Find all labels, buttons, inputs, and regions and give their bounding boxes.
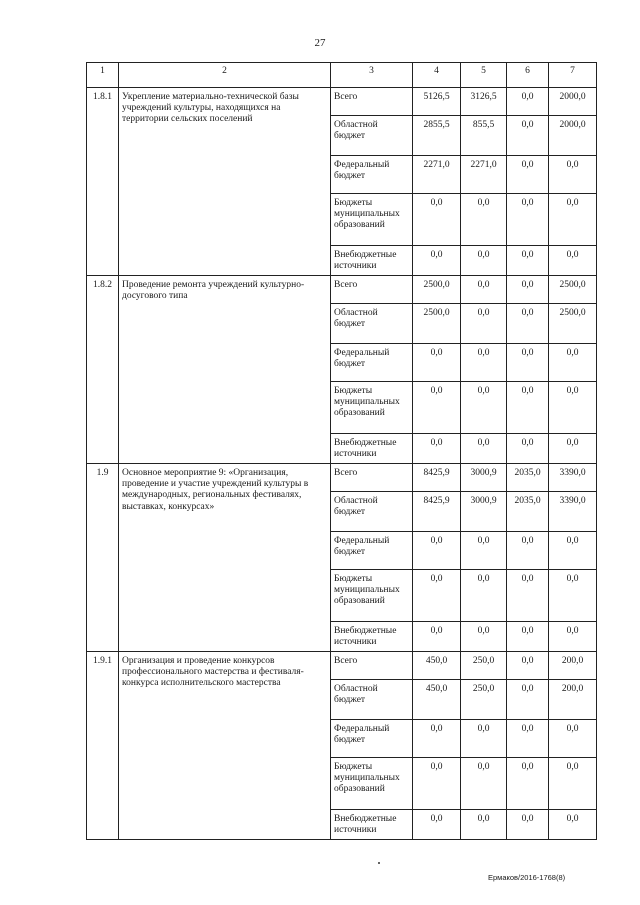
funding-source: Внебюджетные источники [331,810,413,840]
amount-v5: 0,0 [461,434,507,464]
funding-source: Областной бюджет [331,304,413,344]
column-header-2: 2 [119,63,331,88]
funding-source: Всего [331,652,413,680]
amount-v6: 0,0 [507,680,549,720]
amount-v6: 0,0 [507,622,549,652]
document-footer-code: Ермаков/2016-1768(8) [488,873,566,882]
budget-table [86,62,597,840]
amount-v4: 2855,5 [413,116,461,156]
amount-v4: 450,0 [413,680,461,720]
amount-v4: 0,0 [413,194,461,246]
funding-source: Бюджеты муниципальных образований [331,570,413,622]
item-title: Основное мероприятие 9: «Организация, проведение и участие учреждений культуры в международных, региональных фестивалях, выставках, конкурсах» [119,464,331,652]
funding-source: Федеральный бюджет [331,344,413,382]
amount-v5: 250,0 [461,680,507,720]
amount-v5: 0,0 [461,570,507,622]
funding-source: Бюджеты муниципальных образований [331,194,413,246]
amount-v5: 855,5 [461,116,507,156]
funding-source: Внебюджетные источники [331,246,413,276]
amount-v4: 0,0 [413,758,461,810]
amount-v4: 0,0 [413,246,461,276]
amount-v6: 0,0 [507,810,549,840]
amount-v4: 0,0 [413,532,461,570]
amount-v5: 0,0 [461,622,507,652]
funding-source: Федеральный бюджет [331,156,413,194]
amount-v6: 0,0 [507,156,549,194]
amount-v5: 0,0 [461,720,507,758]
amount-v7: 3390,0 [549,492,597,532]
amount-v5: 3000,9 [461,492,507,532]
amount-v7: 3390,0 [549,464,597,492]
amount-v7: 0,0 [549,810,597,840]
amount-v7: 2500,0 [549,276,597,304]
amount-v6: 0,0 [507,116,549,156]
funding-source: Бюджеты муниципальных образований [331,382,413,434]
item-code: 1.8.2 [87,276,119,464]
amount-v5: 250,0 [461,652,507,680]
amount-v5: 0,0 [461,246,507,276]
amount-v6: 0,0 [507,194,549,246]
funding-source: Внебюджетные источники [331,434,413,464]
amount-v4: 8425,9 [413,492,461,532]
funding-source: Областной бюджет [331,680,413,720]
amount-v5: 0,0 [461,758,507,810]
column-number-row [87,63,597,88]
amount-v7: 0,0 [549,622,597,652]
amount-v5: 0,0 [461,810,507,840]
amount-v4: 0,0 [413,382,461,434]
funding-source: Внебюджетные источники [331,622,413,652]
amount-v4: 0,0 [413,810,461,840]
amount-v7: 200,0 [549,652,597,680]
column-header-3: 3 [331,63,413,88]
amount-v7: 0,0 [549,382,597,434]
amount-v7: 0,0 [549,156,597,194]
amount-v5: 3126,5 [461,88,507,116]
amount-v6: 0,0 [507,570,549,622]
item-code: 1.9.1 [87,652,119,840]
amount-v6: 0,0 [507,246,549,276]
amount-v7: 2000,0 [549,88,597,116]
table-row [87,88,597,116]
item-code: 1.8.1 [87,88,119,276]
amount-v6: 2035,0 [507,492,549,532]
funding-source: Федеральный бюджет [331,720,413,758]
funding-source: Всего [331,88,413,116]
funding-source: Федеральный бюджет [331,532,413,570]
amount-v5: 0,0 [461,276,507,304]
amount-v5: 0,0 [461,382,507,434]
amount-v4: 5126,5 [413,88,461,116]
amount-v6: 2035,0 [507,464,549,492]
funding-source: Областной бюджет [331,492,413,532]
amount-v5: 0,0 [461,344,507,382]
amount-v7: 0,0 [549,246,597,276]
table-row [87,276,597,304]
amount-v4: 0,0 [413,570,461,622]
amount-v4: 450,0 [413,652,461,680]
item-title: Организация и проведение конкурсов профессионального мастерства и фестиваля-конкурса исполнительского мастерства [119,652,331,840]
amount-v6: 0,0 [507,88,549,116]
amount-v7: 0,0 [549,720,597,758]
column-header-5: 5 [461,63,507,88]
amount-v5: 3000,9 [461,464,507,492]
amount-v6: 0,0 [507,720,549,758]
table-body [87,88,597,840]
amount-v7: 2500,0 [549,304,597,344]
funding-source: Всего [331,276,413,304]
amount-v7: 0,0 [549,344,597,382]
amount-v7: 2000,0 [549,116,597,156]
amount-v5: 0,0 [461,532,507,570]
scan-dot [378,862,380,864]
page-number: 27 [314,37,326,49]
amount-v4: 8425,9 [413,464,461,492]
funding-source: Бюджеты муниципальных образований [331,758,413,810]
item-title: Проведение ремонта учреждений культурно-досугового типа [119,276,331,464]
amount-v5: 0,0 [461,304,507,344]
funding-source: Областной бюджет [331,116,413,156]
item-title: Укрепление материально-технической базы учреждений культуры, находящихся на территории сельских поселений [119,88,331,276]
amount-v4: 2271,0 [413,156,461,194]
amount-v6: 0,0 [507,276,549,304]
amount-v4: 0,0 [413,344,461,382]
column-header-7: 7 [549,63,597,88]
amount-v4: 0,0 [413,720,461,758]
column-header-6: 6 [507,63,549,88]
amount-v6: 0,0 [507,532,549,570]
amount-v7: 0,0 [549,434,597,464]
amount-v6: 0,0 [507,652,549,680]
funding-source: Всего [331,464,413,492]
table-row [87,464,597,492]
amount-v4: 0,0 [413,622,461,652]
amount-v6: 0,0 [507,344,549,382]
amount-v7: 0,0 [549,570,597,622]
amount-v5: 0,0 [461,194,507,246]
amount-v4: 0,0 [413,434,461,464]
amount-v7: 0,0 [549,194,597,246]
column-header-1: 1 [87,63,119,88]
table-row [87,652,597,680]
amount-v7: 0,0 [549,532,597,570]
item-code: 1.9 [87,464,119,652]
amount-v7: 0,0 [549,758,597,810]
amount-v6: 0,0 [507,434,549,464]
amount-v7: 200,0 [549,680,597,720]
amount-v4: 2500,0 [413,304,461,344]
amount-v6: 0,0 [507,304,549,344]
amount-v6: 0,0 [507,758,549,810]
amount-v6: 0,0 [507,382,549,434]
column-header-4: 4 [413,63,461,88]
amount-v4: 2500,0 [413,276,461,304]
amount-v5: 2271,0 [461,156,507,194]
